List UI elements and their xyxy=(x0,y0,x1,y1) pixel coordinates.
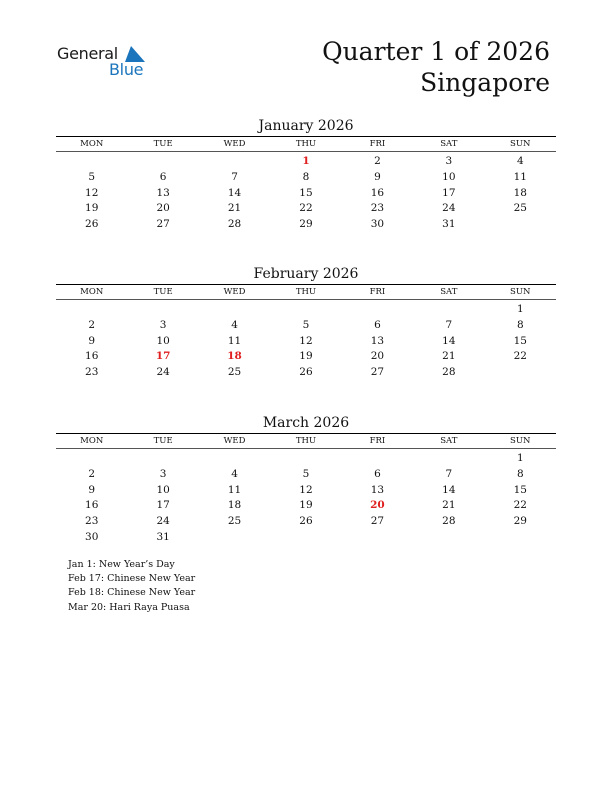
weekday-label: SAT xyxy=(440,287,458,297)
day-cell: 22 xyxy=(513,499,527,512)
day-cell: 26 xyxy=(299,366,313,379)
generalblue-logo xyxy=(57,44,157,80)
day-grid xyxy=(56,154,556,233)
day-cell: 17 xyxy=(155,350,171,363)
day-cell: 17 xyxy=(156,499,170,512)
day-cell-empty xyxy=(270,302,341,318)
day-cell: 30 xyxy=(370,218,385,231)
day-cell: 4 xyxy=(231,467,238,480)
day-cell: 6 xyxy=(159,170,167,183)
logo-text-general: General xyxy=(57,44,118,63)
day-cell-empty xyxy=(56,451,127,467)
day-cell: 16 xyxy=(85,350,99,363)
day-cell: 13 xyxy=(370,483,385,496)
day-cell-empty xyxy=(127,154,198,170)
day-cell: 5 xyxy=(302,467,310,480)
day-cell: 24 xyxy=(442,202,456,215)
day-cell: 23 xyxy=(370,202,385,215)
day-cell: 31 xyxy=(442,218,456,231)
day-cell: 18 xyxy=(227,350,242,363)
day-cell: 2 xyxy=(88,318,96,331)
weekday-label: SUN xyxy=(510,436,531,446)
day-cell: 13 xyxy=(156,186,170,199)
day-cell: 21 xyxy=(227,202,242,215)
weekday-divider xyxy=(56,299,556,300)
day-cell: 10 xyxy=(156,334,170,347)
day-cell: 9 xyxy=(88,483,96,496)
day-cell: 29 xyxy=(299,218,313,231)
month-block-january xyxy=(56,116,556,233)
day-cell: 28 xyxy=(442,366,456,379)
day-cell: 23 xyxy=(85,366,99,379)
month-block-february xyxy=(56,264,556,381)
day-cell-empty xyxy=(270,451,341,467)
day-cell: 19 xyxy=(299,350,313,363)
day-cell: 13 xyxy=(370,334,385,347)
day-cell: 27 xyxy=(370,515,385,528)
day-cell: 30 xyxy=(85,530,99,543)
weekday-label: FRI xyxy=(369,436,386,446)
day-cell: 17 xyxy=(442,186,456,199)
day-cell-empty xyxy=(342,302,413,318)
day-cell-empty xyxy=(127,302,198,318)
holiday-notes xyxy=(68,558,195,615)
day-cell: 12 xyxy=(299,483,313,496)
day-cell: 9 xyxy=(374,170,381,183)
day-cell: 10 xyxy=(156,483,170,496)
weekday-label: SAT xyxy=(440,139,458,149)
day-cell: 14 xyxy=(442,483,456,496)
day-cell: 18 xyxy=(513,186,527,199)
weekday-label: THU xyxy=(295,436,317,446)
day-cell: 20 xyxy=(156,202,170,215)
weekday-label: MON xyxy=(80,436,104,446)
day-cell: 8 xyxy=(516,318,524,331)
day-cell: 6 xyxy=(374,318,381,331)
day-cell: 7 xyxy=(231,170,238,183)
day-cell: 15 xyxy=(513,334,527,347)
day-cell: 28 xyxy=(227,218,242,231)
day-cell: 14 xyxy=(442,334,456,347)
day-cell: 15 xyxy=(299,186,313,199)
day-cell-empty xyxy=(413,451,484,467)
logo-text-blue: Blue xyxy=(109,60,144,79)
day-cell: 23 xyxy=(85,515,99,528)
weekday-divider xyxy=(56,151,556,152)
day-cell: 9 xyxy=(88,334,96,347)
day-cell: 1 xyxy=(516,452,524,464)
weekday-label: WED xyxy=(223,436,246,446)
day-cell: 1 xyxy=(516,303,524,315)
day-cell: 5 xyxy=(88,170,96,183)
day-cell-empty xyxy=(199,154,270,170)
day-cell: 26 xyxy=(299,515,313,528)
page-title xyxy=(322,36,550,98)
day-cell: 11 xyxy=(227,483,242,496)
day-cell-empty xyxy=(199,302,270,318)
day-cell-empty xyxy=(127,451,198,467)
day-cell: 16 xyxy=(370,186,385,199)
day-cell: 7 xyxy=(445,318,453,331)
holiday-note: Feb 18: Chinese New Year xyxy=(68,587,196,599)
day-cell: 8 xyxy=(516,467,524,480)
weekday-label: FRI xyxy=(369,139,386,149)
holiday-note: Jan 1: New Year’s Day xyxy=(68,559,175,570)
day-cell: 8 xyxy=(302,170,310,183)
weekday-label: SUN xyxy=(510,139,531,149)
day-cell: 28 xyxy=(442,515,456,528)
day-cell: 3 xyxy=(159,318,167,331)
weekday-label: TUE xyxy=(153,436,173,446)
day-cell-empty xyxy=(199,451,270,467)
title-country: Singapore xyxy=(420,68,550,97)
day-cell: 25 xyxy=(513,202,527,215)
day-cell: 16 xyxy=(85,499,99,512)
day-cell: 14 xyxy=(227,186,242,199)
weekday-label: MON xyxy=(80,287,104,297)
day-cell: 3 xyxy=(445,155,453,167)
day-cell: 4 xyxy=(231,318,238,331)
day-cell: 26 xyxy=(85,218,99,231)
day-cell: 1 xyxy=(302,155,310,167)
day-cell: 25 xyxy=(227,515,242,528)
day-cell: 7 xyxy=(445,467,453,480)
weekday-label: WED xyxy=(223,139,246,149)
month-title: March 2026 xyxy=(262,415,350,431)
day-cell: 19 xyxy=(299,499,313,512)
weekday-label: TUE xyxy=(153,287,173,297)
day-cell: 22 xyxy=(299,202,313,215)
weekday-header-row xyxy=(56,137,556,151)
day-cell: 21 xyxy=(442,499,456,512)
day-cell: 25 xyxy=(227,366,242,379)
day-cell: 19 xyxy=(85,202,99,215)
day-cell: 29 xyxy=(513,515,527,528)
day-cell-empty xyxy=(342,451,413,467)
day-cell: 22 xyxy=(513,350,527,363)
day-cell: 15 xyxy=(513,483,527,496)
weekday-header-row xyxy=(56,285,556,299)
weekday-header-row xyxy=(56,434,556,448)
day-cell: 24 xyxy=(156,515,170,528)
holiday-note: Feb 17: Chinese New Year xyxy=(68,573,196,585)
day-cell-empty xyxy=(413,302,484,318)
holiday-note: Mar 20: Hari Raya Puasa xyxy=(68,601,190,613)
month-block-march xyxy=(56,413,556,546)
day-cell: 12 xyxy=(299,334,313,347)
weekday-label: FRI xyxy=(369,287,386,297)
weekday-label: THU xyxy=(295,287,317,297)
day-cell: 11 xyxy=(227,334,242,347)
day-cell: 20 xyxy=(370,350,385,363)
weekday-label: SUN xyxy=(510,287,531,297)
day-cell: 2 xyxy=(88,467,96,480)
day-cell: 12 xyxy=(85,186,99,199)
weekday-label: THU xyxy=(295,139,317,149)
day-cell: 3 xyxy=(159,467,167,480)
weekday-label: TUE xyxy=(153,139,173,149)
day-cell: 10 xyxy=(442,170,456,183)
day-cell: 11 xyxy=(513,170,527,183)
day-cell: 27 xyxy=(370,366,385,379)
day-cell: 18 xyxy=(227,499,242,512)
title-quarter: Quarter 1 of 2026 xyxy=(322,37,550,66)
weekday-divider xyxy=(56,448,556,449)
day-cell: 27 xyxy=(156,218,170,231)
day-cell: 2 xyxy=(374,155,381,167)
day-cell: 20 xyxy=(370,499,385,512)
day-cell: 21 xyxy=(442,350,456,363)
day-cell: 24 xyxy=(156,366,170,379)
month-title: February 2026 xyxy=(253,266,359,282)
day-cell: 5 xyxy=(302,318,310,331)
day-cell-empty xyxy=(56,302,127,318)
day-cell: 6 xyxy=(374,467,381,480)
day-cell: 31 xyxy=(156,530,170,543)
day-grid xyxy=(56,302,556,381)
day-cell-empty xyxy=(56,154,127,170)
weekday-label: MON xyxy=(80,139,104,149)
weekday-label: WED xyxy=(223,287,246,297)
day-cell: 4 xyxy=(516,155,524,167)
weekday-label: SAT xyxy=(440,436,458,446)
day-grid xyxy=(56,451,556,546)
month-title: January 2026 xyxy=(258,118,354,134)
